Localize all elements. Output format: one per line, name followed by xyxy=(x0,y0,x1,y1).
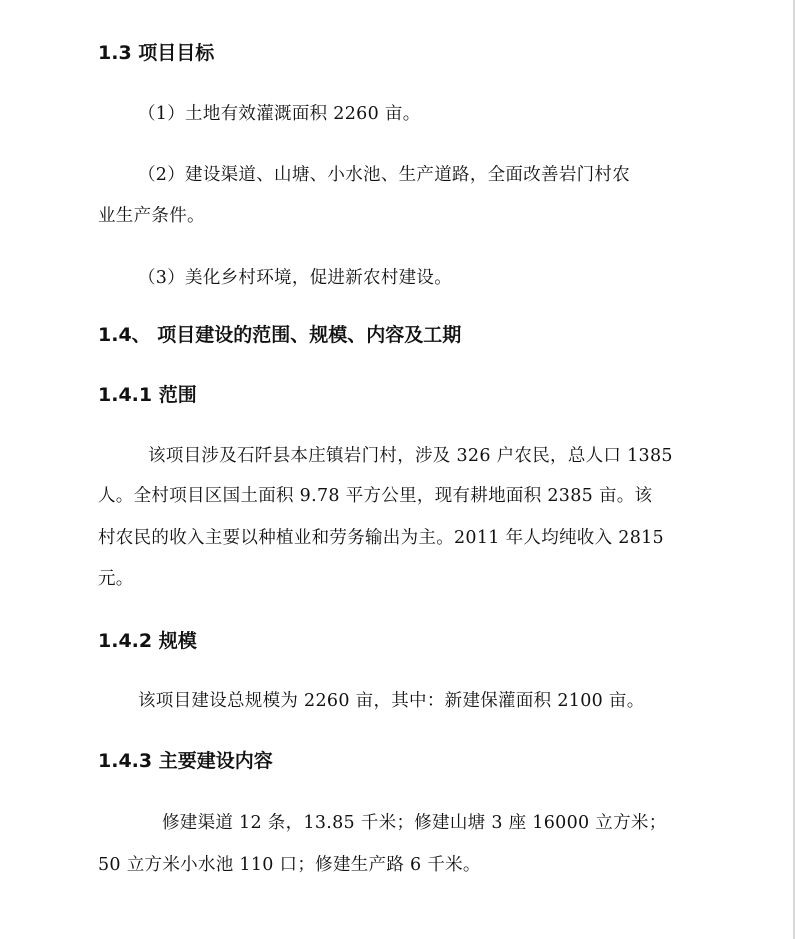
heading-1-4: 1.4、 项目建设的范围、规模、内容及工期 xyxy=(98,324,462,346)
content-line-2: 50 立方米小水池 110 口；修建生产路 6 千米。 xyxy=(98,855,481,875)
goal-item-2-continued: 业生产条件。 xyxy=(98,206,205,226)
scope-line-4: 元。 xyxy=(98,569,134,589)
content-line-1: 修建渠道 12 条，13.85 千米；修建山塘 3 座 16000 立方米； xyxy=(162,813,667,833)
heading-1-4-3: 1.4.3 主要建设内容 xyxy=(98,750,273,772)
goal-item-2: （2）建设渠道、山塘、小水池、生产道路，全面改善岩门村农 xyxy=(138,165,631,185)
goal-item-1: （1）土地有效灌溉面积 2260 亩。 xyxy=(138,104,421,124)
heading-1-4-2: 1.4.2 规模 xyxy=(98,630,197,652)
scope-line-1: 该项目涉及石阡县本庄镇岩门村，涉及 326 户农民，总人口 1385 xyxy=(148,446,673,466)
scale-text: 该项目建设总规模为 2260 亩，其中：新建保灌面积 2100 亩。 xyxy=(138,691,645,711)
scope-line-2: 人。全村项目区国土面积 9.78 平方公里，现有耕地面积 2385 亩。该 xyxy=(98,486,653,506)
heading-1-4-1: 1.4.1 范围 xyxy=(98,384,197,406)
scope-line-3: 村农民的收入主要以种植业和劳务输出为主。2011 年人均纯收入 2815 xyxy=(98,528,664,548)
heading-1-3: 1.3 项目目标 xyxy=(98,42,215,64)
goal-item-3: （3）美化乡村环境，促进新农村建设。 xyxy=(138,268,453,288)
